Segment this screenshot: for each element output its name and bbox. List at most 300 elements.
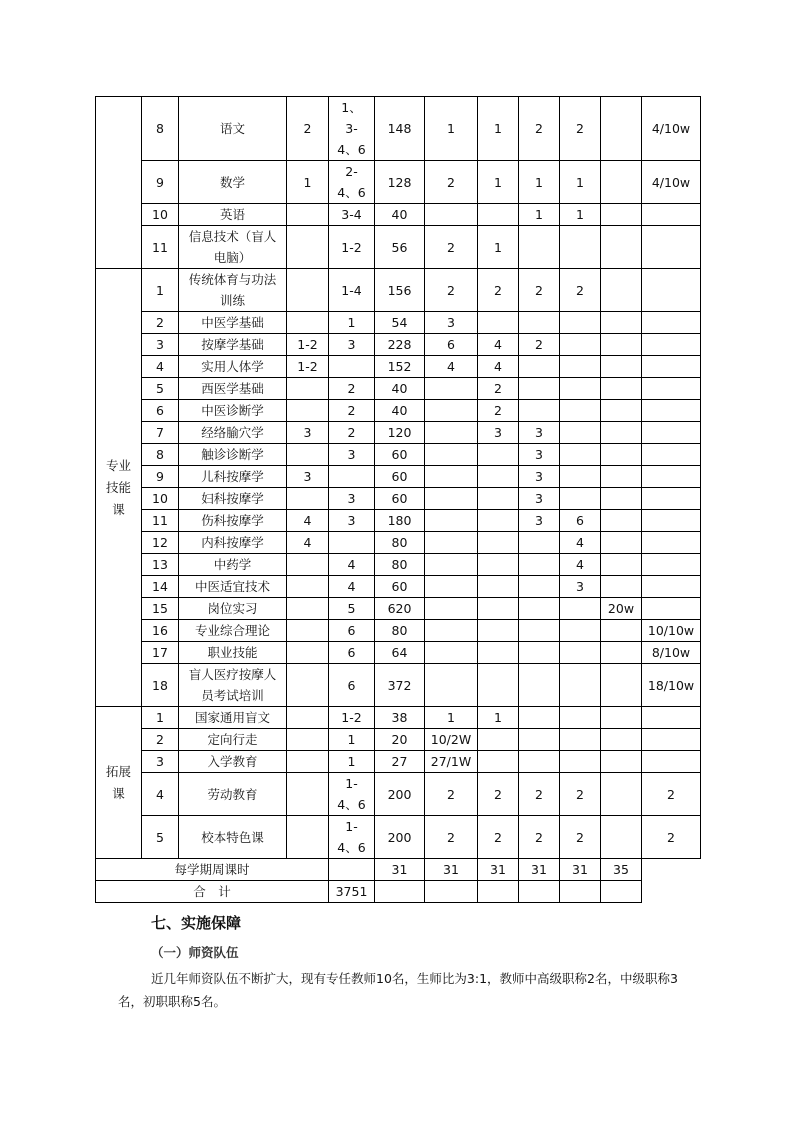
cell-s4 (560, 226, 601, 269)
table-row (96, 488, 701, 510)
total-empty (601, 881, 642, 903)
table-row (96, 161, 701, 204)
cell-s5 (601, 642, 642, 664)
cell-hours: 40 (375, 378, 425, 400)
cell-s6: 4/10w (642, 97, 701, 161)
cell-s6 (642, 729, 701, 751)
table-row (96, 554, 701, 576)
cell-s2: 2 (478, 378, 519, 400)
cell-s2 (478, 466, 519, 488)
cell-s5 (601, 707, 642, 729)
category-cell: 拓展课 (96, 707, 142, 859)
cell-c2: 2 (329, 378, 375, 400)
section-paragraph: 近几年师资队伍不断扩大，现有专任教师10名，生师比为3:1，教师中高级职称2名，中级职称3名，初职职称5名。 (118, 971, 678, 1009)
cell-s4: 4 (560, 532, 601, 554)
cell-c2: 2-4、6 (329, 161, 375, 204)
cell-hours: 54 (375, 312, 425, 334)
section-subheading: （一）师资队伍 (151, 945, 239, 960)
cell-s4 (560, 751, 601, 773)
category-cell (96, 97, 142, 269)
table-row (96, 642, 701, 664)
cell-name: 盲人医疗按摩人员考试培训 (179, 664, 287, 707)
cell-s3: 2 (519, 773, 560, 816)
cell-s1: 2 (425, 773, 478, 816)
cell-name: 触诊诊断学 (179, 444, 287, 466)
cell-name: 语文 (179, 97, 287, 161)
cell-no: 4 (142, 356, 179, 378)
cell-name: 信息技术（盲人电脑） (179, 226, 287, 269)
cell-s6 (642, 532, 701, 554)
cell-s4: 6 (560, 510, 601, 532)
cell-s1 (425, 466, 478, 488)
weekly-hours-s4: 31 (519, 859, 560, 881)
weekly-hours-s1: 31 (375, 859, 425, 881)
cell-s5 (601, 378, 642, 400)
cell-hours: 128 (375, 161, 425, 204)
table-row (96, 269, 701, 312)
total-empty (519, 881, 560, 903)
cell-s1: 2 (425, 161, 478, 204)
cell-s4 (560, 378, 601, 400)
cell-s2 (478, 312, 519, 334)
weekly-hours-s5: 31 (560, 859, 601, 881)
cell-c2: 6 (329, 620, 375, 642)
cell-s3 (519, 532, 560, 554)
cell-no: 8 (142, 97, 179, 161)
cell-name: 中医诊断学 (179, 400, 287, 422)
cell-name: 入学教育 (179, 751, 287, 773)
cell-s5 (601, 312, 642, 334)
cell-s6 (642, 226, 701, 269)
cell-c1: 2 (287, 97, 329, 161)
cell-name: 妇科按摩学 (179, 488, 287, 510)
cell-c2 (329, 466, 375, 488)
cell-s3 (519, 729, 560, 751)
cell-s1: 3 (425, 312, 478, 334)
cell-hours: 200 (375, 773, 425, 816)
cell-c2: 3 (329, 510, 375, 532)
cell-hours: 56 (375, 226, 425, 269)
cell-s3 (519, 598, 560, 620)
total-hours: 3751 (329, 881, 375, 903)
cell-name: 中医学基础 (179, 312, 287, 334)
cell-c1 (287, 751, 329, 773)
cell-c2: 1 (329, 312, 375, 334)
cell-s3 (519, 707, 560, 729)
cell-s3 (519, 664, 560, 707)
cell-s1 (425, 444, 478, 466)
cell-s4: 2 (560, 773, 601, 816)
cell-c2: 1-2 (329, 226, 375, 269)
cell-no: 17 (142, 642, 179, 664)
cell-s4 (560, 356, 601, 378)
weekly-hours-row (96, 859, 701, 881)
cell-s6: 18/10w (642, 664, 701, 707)
cell-s3: 2 (519, 334, 560, 356)
cell-s6: 2 (642, 773, 701, 816)
cell-s1 (425, 598, 478, 620)
cell-no: 11 (142, 226, 179, 269)
cell-no: 14 (142, 576, 179, 598)
cell-name: 英语 (179, 204, 287, 226)
cell-c2: 1-2 (329, 707, 375, 729)
cell-name: 传统体育与功法训练 (179, 269, 287, 312)
cell-hours: 620 (375, 598, 425, 620)
cell-no: 4 (142, 773, 179, 816)
cell-c1: 1 (287, 161, 329, 204)
cell-hours: 38 (375, 707, 425, 729)
cell-s3 (519, 620, 560, 642)
total-empty (375, 881, 425, 903)
cell-c2: 2 (329, 422, 375, 444)
cell-s6 (642, 334, 701, 356)
cell-c2 (329, 532, 375, 554)
total-empty (478, 881, 519, 903)
cell-s5 (601, 620, 642, 642)
cell-s6 (642, 269, 701, 312)
cell-s6: 2 (642, 816, 701, 859)
cell-c2 (329, 356, 375, 378)
cell-hours: 60 (375, 488, 425, 510)
cell-s2 (478, 664, 519, 707)
cell-s3: 3 (519, 466, 560, 488)
cell-name: 经络腧穴学 (179, 422, 287, 444)
cell-s4 (560, 444, 601, 466)
cell-hours: 40 (375, 400, 425, 422)
cell-s3: 2 (519, 816, 560, 859)
total-label: 合 计 (96, 881, 329, 903)
cell-c1 (287, 269, 329, 312)
cell-s2 (478, 598, 519, 620)
cell-name: 数学 (179, 161, 287, 204)
total-row (96, 881, 701, 903)
cell-s1: 1 (425, 97, 478, 161)
category-cell: 专业技能课 (96, 269, 142, 707)
cell-s1 (425, 554, 478, 576)
cell-s1 (425, 422, 478, 444)
cell-no: 1 (142, 269, 179, 312)
cell-s2: 1 (478, 97, 519, 161)
table-row (96, 664, 701, 707)
cell-s1: 27/1W (425, 751, 478, 773)
table-row (96, 422, 701, 444)
cell-s1 (425, 488, 478, 510)
cell-name: 校本特色课 (179, 816, 287, 859)
cell-c1 (287, 400, 329, 422)
table-row (96, 707, 701, 729)
cell-s5 (601, 356, 642, 378)
cell-c2: 3 (329, 334, 375, 356)
cell-c2: 4 (329, 554, 375, 576)
cell-c1: 3 (287, 466, 329, 488)
table-row (96, 312, 701, 334)
cell-s4 (560, 620, 601, 642)
cell-s5 (601, 554, 642, 576)
cell-name: 专业综合理论 (179, 620, 287, 642)
cell-s2 (478, 488, 519, 510)
cell-hours: 156 (375, 269, 425, 312)
cell-s4: 3 (560, 576, 601, 598)
cell-s2: 2 (478, 269, 519, 312)
cell-hours: 80 (375, 620, 425, 642)
cell-s4 (560, 707, 601, 729)
table-row (96, 729, 701, 751)
cell-c2: 1-4、6 (329, 816, 375, 859)
cell-c2: 3 (329, 444, 375, 466)
cell-name: 定向行走 (179, 729, 287, 751)
cell-s4: 1 (560, 204, 601, 226)
cell-c1 (287, 576, 329, 598)
cell-no: 12 (142, 532, 179, 554)
cell-s5 (601, 204, 642, 226)
cell-s4 (560, 334, 601, 356)
cell-c2: 3 (329, 488, 375, 510)
cell-s1 (425, 620, 478, 642)
cell-c1: 3 (287, 422, 329, 444)
cell-s1 (425, 400, 478, 422)
cell-s1 (425, 664, 478, 707)
cell-s3 (519, 312, 560, 334)
cell-s4: 2 (560, 269, 601, 312)
cell-s6 (642, 400, 701, 422)
cell-s5 (601, 816, 642, 859)
cell-s3 (519, 400, 560, 422)
cell-hours: 20 (375, 729, 425, 751)
table-row (96, 816, 701, 859)
section-heading: 七、实施保障 (151, 914, 242, 932)
cell-hours: 120 (375, 422, 425, 444)
cell-hours: 60 (375, 466, 425, 488)
cell-s5 (601, 488, 642, 510)
cell-s4 (560, 400, 601, 422)
cell-s5 (601, 773, 642, 816)
cell-c1: 1-2 (287, 356, 329, 378)
cell-hours: 180 (375, 510, 425, 532)
cell-no: 6 (142, 400, 179, 422)
cell-name: 岗位实习 (179, 598, 287, 620)
cell-c2: 1、3-4、6 (329, 97, 375, 161)
cell-hours: 372 (375, 664, 425, 707)
weekly-hours-s2: 31 (425, 859, 478, 881)
cell-s3: 2 (519, 269, 560, 312)
cell-s1: 2 (425, 226, 478, 269)
cell-no: 3 (142, 334, 179, 356)
cell-s3 (519, 356, 560, 378)
table-row (96, 204, 701, 226)
cell-c1 (287, 598, 329, 620)
cell-c2: 1 (329, 751, 375, 773)
curriculum-table (95, 96, 701, 903)
table-row (96, 532, 701, 554)
cell-c1 (287, 773, 329, 816)
cell-s4 (560, 312, 601, 334)
cell-s5 (601, 444, 642, 466)
cell-s2 (478, 532, 519, 554)
cell-s3 (519, 554, 560, 576)
cell-c2: 1-4、6 (329, 773, 375, 816)
cell-c1 (287, 620, 329, 642)
cell-s6 (642, 466, 701, 488)
cell-s6 (642, 422, 701, 444)
cell-s2 (478, 751, 519, 773)
cell-s3 (519, 751, 560, 773)
table-row (96, 444, 701, 466)
cell-no: 9 (142, 466, 179, 488)
cell-s3 (519, 576, 560, 598)
cell-s2: 1 (478, 226, 519, 269)
cell-s6 (642, 356, 701, 378)
cell-hours: 228 (375, 334, 425, 356)
cell-s4 (560, 642, 601, 664)
cell-s2 (478, 729, 519, 751)
cell-s3: 3 (519, 488, 560, 510)
cell-c1: 4 (287, 510, 329, 532)
cell-s5 (601, 334, 642, 356)
cell-s2: 4 (478, 334, 519, 356)
cell-hours: 148 (375, 97, 425, 161)
cell-s6 (642, 598, 701, 620)
cell-name: 儿科按摩学 (179, 466, 287, 488)
cell-no: 16 (142, 620, 179, 642)
cell-c1: 1-2 (287, 334, 329, 356)
cell-c2: 1-4 (329, 269, 375, 312)
cell-s6 (642, 444, 701, 466)
cell-hours: 152 (375, 356, 425, 378)
cell-hours: 80 (375, 554, 425, 576)
cell-c1 (287, 664, 329, 707)
weekly-hours-label: 每学期周课时 (96, 859, 329, 881)
cell-s3: 3 (519, 422, 560, 444)
cell-s1: 2 (425, 816, 478, 859)
cell-s5: 20w (601, 598, 642, 620)
cell-s3 (519, 226, 560, 269)
cell-s4 (560, 422, 601, 444)
cell-c1 (287, 378, 329, 400)
cell-c1 (287, 444, 329, 466)
cell-hours: 200 (375, 816, 425, 859)
cell-c2: 2 (329, 400, 375, 422)
cell-c1 (287, 204, 329, 226)
cell-s5 (601, 400, 642, 422)
cell-s1: 4 (425, 356, 478, 378)
cell-s6 (642, 510, 701, 532)
cell-s6: 10/10w (642, 620, 701, 642)
cell-c1 (287, 312, 329, 334)
cell-no: 11 (142, 510, 179, 532)
cell-s1 (425, 204, 478, 226)
cell-s6 (642, 312, 701, 334)
cell-name: 职业技能 (179, 642, 287, 664)
cell-s5 (601, 161, 642, 204)
cell-c1 (287, 554, 329, 576)
cell-s1 (425, 576, 478, 598)
cell-s5 (601, 532, 642, 554)
cell-s6 (642, 707, 701, 729)
cell-s5 (601, 664, 642, 707)
table-row (96, 334, 701, 356)
cell-s3: 3 (519, 510, 560, 532)
cell-no: 10 (142, 488, 179, 510)
cell-c2: 3-4 (329, 204, 375, 226)
table-row (96, 510, 701, 532)
cell-s1: 6 (425, 334, 478, 356)
cell-s4: 4 (560, 554, 601, 576)
table-row (96, 466, 701, 488)
table-row (96, 226, 701, 269)
cell-s4 (560, 466, 601, 488)
cell-no: 5 (142, 378, 179, 400)
cell-s1 (425, 378, 478, 400)
table-row (96, 620, 701, 642)
cell-s1 (425, 510, 478, 532)
cell-s2 (478, 204, 519, 226)
cell-s6 (642, 378, 701, 400)
cell-s1: 2 (425, 269, 478, 312)
weekly-hours-s3: 31 (478, 859, 519, 881)
cell-c2: 5 (329, 598, 375, 620)
cell-s5 (601, 510, 642, 532)
cell-c2: 6 (329, 642, 375, 664)
cell-s1: 1 (425, 707, 478, 729)
cell-s5 (601, 226, 642, 269)
cell-s1 (425, 532, 478, 554)
weekly-hours-s6: 35 (601, 859, 642, 881)
cell-c1 (287, 729, 329, 751)
cell-s5 (601, 422, 642, 444)
table-row (96, 356, 701, 378)
cell-s4: 2 (560, 816, 601, 859)
cell-s4: 2 (560, 97, 601, 161)
cell-s2: 1 (478, 707, 519, 729)
cell-name: 西医学基础 (179, 378, 287, 400)
cell-no: 7 (142, 422, 179, 444)
cell-no: 13 (142, 554, 179, 576)
cell-s1: 10/2W (425, 729, 478, 751)
cell-s2 (478, 554, 519, 576)
cell-s3: 1 (519, 204, 560, 226)
cell-name: 实用人体学 (179, 356, 287, 378)
cell-s2: 4 (478, 356, 519, 378)
cell-s5 (601, 269, 642, 312)
cell-name: 内科按摩学 (179, 532, 287, 554)
cell-hours: 40 (375, 204, 425, 226)
cell-s3: 3 (519, 444, 560, 466)
table-row (96, 751, 701, 773)
cell-no: 1 (142, 707, 179, 729)
table-row (96, 773, 701, 816)
cell-no: 18 (142, 664, 179, 707)
cell-s6: 4/10w (642, 161, 701, 204)
weekly-hours-empty (329, 859, 375, 881)
cell-s3 (519, 378, 560, 400)
cell-s3 (519, 642, 560, 664)
cell-s2: 2 (478, 816, 519, 859)
cell-s6: 8/10w (642, 642, 701, 664)
cell-s4: 1 (560, 161, 601, 204)
cell-hours: 80 (375, 532, 425, 554)
cell-no: 8 (142, 444, 179, 466)
total-empty (560, 881, 601, 903)
cell-no: 9 (142, 161, 179, 204)
cell-no: 2 (142, 729, 179, 751)
cell-s2: 3 (478, 422, 519, 444)
cell-s2: 2 (478, 400, 519, 422)
total-empty (425, 881, 478, 903)
table-row (96, 576, 701, 598)
cell-no: 5 (142, 816, 179, 859)
cell-no: 15 (142, 598, 179, 620)
cell-s4 (560, 488, 601, 510)
